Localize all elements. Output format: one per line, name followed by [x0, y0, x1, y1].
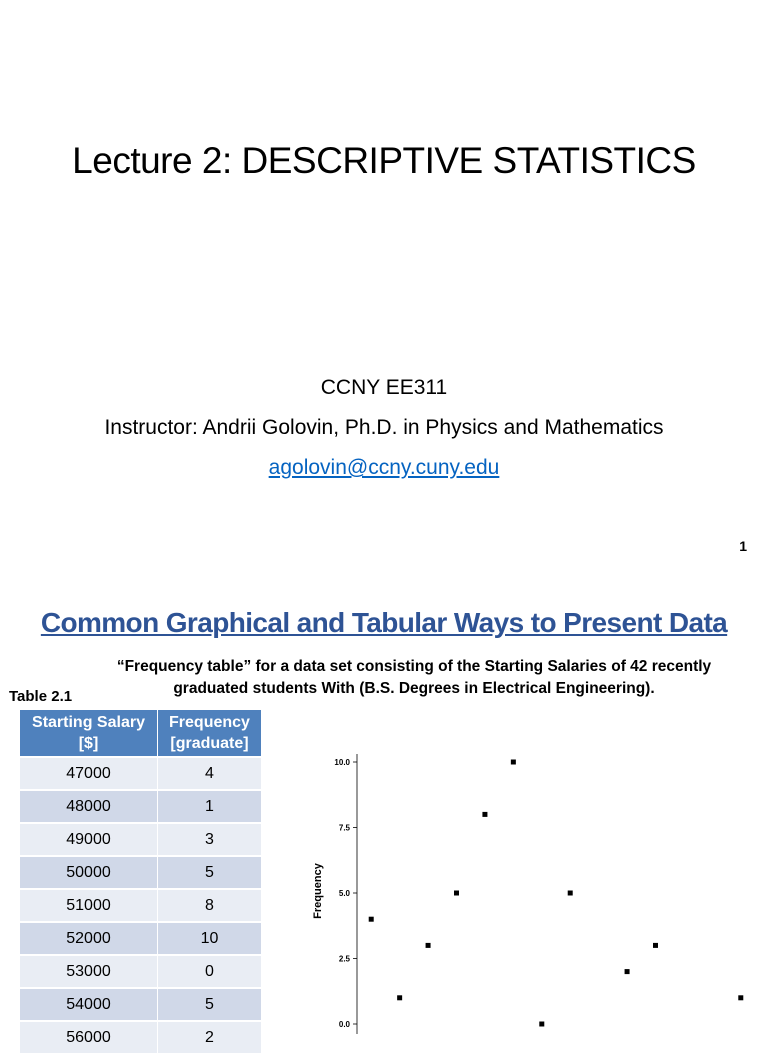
y-tick-label: 7.5	[338, 823, 350, 833]
frequency-cell: 5	[158, 988, 262, 1021]
subtitle-block	[0, 368, 768, 488]
data-point	[625, 969, 630, 974]
salary-cell: 48000	[20, 790, 158, 823]
page-title	[0, 140, 768, 182]
frequency-cell: 1	[158, 790, 262, 823]
y-tick-label: 5.0	[338, 889, 350, 898]
salary-cell: 56000	[20, 1021, 158, 1054]
table-row	[20, 856, 262, 889]
data-point	[454, 891, 459, 896]
frequency-cell: 10	[158, 922, 262, 955]
title-prefix: Lecture 2:	[72, 140, 242, 181]
data-point	[653, 943, 658, 948]
header-starting-salary: Starting Salary [$]	[20, 710, 158, 758]
caption-line-1: “Frequency table” for a data set consisting of the Starting Salaries of 42 recently	[116, 658, 712, 675]
chart-axis	[312, 754, 357, 1034]
email-link[interactable]: agolovin@ccny.cuny.edu	[268, 456, 500, 479]
frequency-cell: 3	[158, 823, 262, 856]
salary-cell: 54000	[20, 988, 158, 1021]
data-point	[539, 1022, 544, 1027]
table-row	[20, 823, 262, 856]
caption-line-2: graduated students With (B.S. Degrees in Electrical Engineering).	[173, 680, 655, 697]
salary-cell: 49000	[20, 823, 158, 856]
data-point	[511, 760, 516, 765]
salary-cell: 51000	[20, 889, 158, 922]
table-caption	[60, 656, 768, 700]
frequency-cell: 4	[158, 757, 262, 790]
slide-2	[0, 596, 768, 1046]
data-point	[482, 812, 487, 817]
table-row	[20, 922, 262, 955]
title-main: DESCRIPTIVE STATISTICS	[241, 140, 696, 181]
frequency-cell: 0	[158, 955, 262, 988]
table-header-row	[20, 710, 262, 758]
y-axis-label: Frequency	[312, 863, 324, 919]
frequency-cell: 5	[158, 856, 262, 889]
y-tick-label: 10.0	[334, 758, 350, 767]
table-label: Table 2.1	[9, 688, 73, 705]
table-row	[20, 1021, 262, 1054]
frequency-table	[19, 709, 262, 1054]
chart-points	[369, 760, 744, 1027]
table-row	[20, 955, 262, 988]
salary-cell: 52000	[20, 922, 158, 955]
frequency-cell: 8	[158, 889, 262, 922]
frequency-scatter-chart	[300, 746, 768, 1036]
course-code: CCNY EE311	[320, 376, 448, 399]
data-point	[426, 943, 431, 948]
frequency-cell: 2	[158, 1021, 262, 1054]
chart-ticks	[334, 758, 357, 1029]
salary-cell: 53000	[20, 955, 158, 988]
table-row	[20, 757, 262, 790]
data-point	[738, 995, 743, 1000]
slide-2-title: Common Graphical and Tabular Ways to Present Data	[40, 607, 728, 638]
instructor-line: Instructor: Andrii Golovin, Ph.D. in Physics and Mathematics	[104, 416, 664, 439]
header-frequency: Frequency [graduate]	[158, 710, 262, 758]
salary-cell: 50000	[20, 856, 158, 889]
table-row	[20, 790, 262, 823]
data-point	[568, 891, 573, 896]
data-point	[369, 917, 374, 922]
salary-cell: 47000	[20, 757, 158, 790]
table-row	[20, 889, 262, 922]
y-tick-label: 2.5	[338, 954, 350, 964]
page-number: 1	[739, 538, 747, 554]
data-point	[397, 995, 402, 1000]
y-tick-label: 0.0	[338, 1020, 350, 1029]
table-row	[20, 988, 262, 1021]
